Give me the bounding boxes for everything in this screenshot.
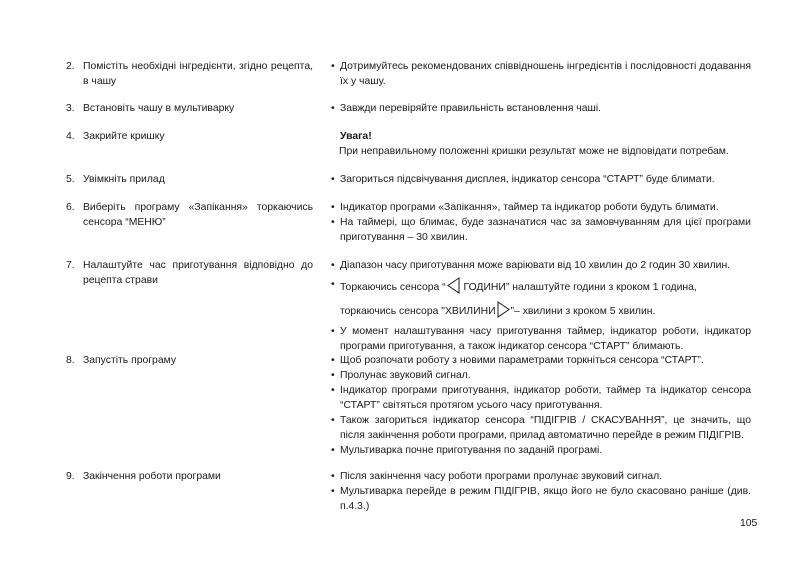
note-item: • Мультиварка почне приготування по заданій програмі. (331, 443, 751, 458)
note-item: • У момент налаштування часу приготування таймер, індикатор роботи, індикатор програми приготування, а також індикатор сенсора “СТАРТ” блимають. (331, 324, 751, 354)
step-title: Запустіть програму (83, 355, 177, 366)
step-warning (331, 129, 751, 159)
note-item: • Загориться підсвічування дисплея, індикатор сенсора “СТАРТ” буде блимати. (331, 172, 751, 187)
step-notes (331, 200, 751, 245)
triangle-left-icon (447, 277, 460, 300)
step-notes (331, 469, 751, 514)
note-item: • Також загориться індикатор сенсора “ПІДІГРІВ / СКАСУВАННЯ”, це значить, що після закінчення роботи програми, прилад автоматично перейде в режим ПІДІГРІВ. (331, 413, 751, 443)
note-item: • Щоб розпочати роботу з новими параметрами торкніться сенсора “СТАРТ”. (331, 353, 751, 368)
step-title: Помістіть необхідні інгредієнти, згідно рецепта, в чашу (83, 61, 313, 87)
step-title: Налаштуйте час приготування відповідно до рецепта страви (83, 260, 313, 286)
step-number: 5. (66, 174, 75, 185)
warning-title: Увага! (340, 131, 372, 142)
note-item: • Пролунає звуковий сигнал. (331, 368, 751, 383)
note-item: • Дотримуйтесь рекомендованих співвідношень інгредієнтів і послідовності додавання їх у чашу. (331, 59, 751, 89)
step-title: Встановіть чашу в мультиварку (83, 103, 235, 114)
warning-text: При неправильному положенні кришки результат може не відповідати потребам. (339, 146, 729, 157)
step-number: 8. (66, 355, 75, 366)
note-item: • Індикатор програми «Запікання», таймер та індикатор роботи будуть блимати. (331, 200, 751, 215)
note-item: • Індикатор програми приготування, індикатор роботи, таймер та індикатор сенсора “СТАРТ” світяться протягом усього часу приготування. (331, 383, 751, 413)
step-title: Виберіть програму «Запікання» торкаючись сенсора “МЕНЮ” (83, 202, 313, 228)
step-title: Увімкніть прилад (83, 174, 165, 185)
note-item: • Діапазон часу приготування може варіювати від 10 хвилин до 2 годин 30 хвилин. (331, 258, 751, 273)
step-number: 3. (66, 103, 75, 114)
note-item-minutes: торкаючись сенсора "ХВИЛИНИ ”– хвилини з кроком 5 хвилин. (331, 301, 751, 324)
note-item-hours: • Торкаючись сенсора “ ГОДИНИ” налаштуйте години з кроком 1 година, (331, 277, 751, 300)
step-number: 6. (66, 202, 75, 213)
step-number: 7. (66, 260, 75, 271)
note-item: • Завжди перевіряйте правильність встановлення чаші. (331, 101, 751, 116)
note-item: • Мультиварка перейде в режим ПІДІГРІВ, якщо його не було скасовано раніше (див. п.4.3.) (331, 484, 751, 514)
step-notes (331, 172, 751, 187)
step-number: 2. (66, 61, 75, 72)
step-notes (331, 353, 751, 458)
step-number: 9. (66, 471, 75, 482)
step-notes (331, 101, 751, 116)
step-title: Закрийте кришку (83, 131, 165, 142)
triangle-right-icon (497, 301, 510, 324)
step-notes (331, 258, 751, 354)
page-number: 105 (740, 518, 758, 529)
step-title: Закінчення роботи програми (83, 471, 221, 482)
step-number: 4. (66, 131, 75, 142)
note-item: • На таймері, що блимає, буде зазначатися час за замовчуванням для цієї програми приготування – 30 хвилин. (331, 215, 751, 245)
note-item: • Після закінчення часу роботи програми пролунає звуковий сигнал. (331, 469, 751, 484)
step-notes (331, 59, 751, 89)
